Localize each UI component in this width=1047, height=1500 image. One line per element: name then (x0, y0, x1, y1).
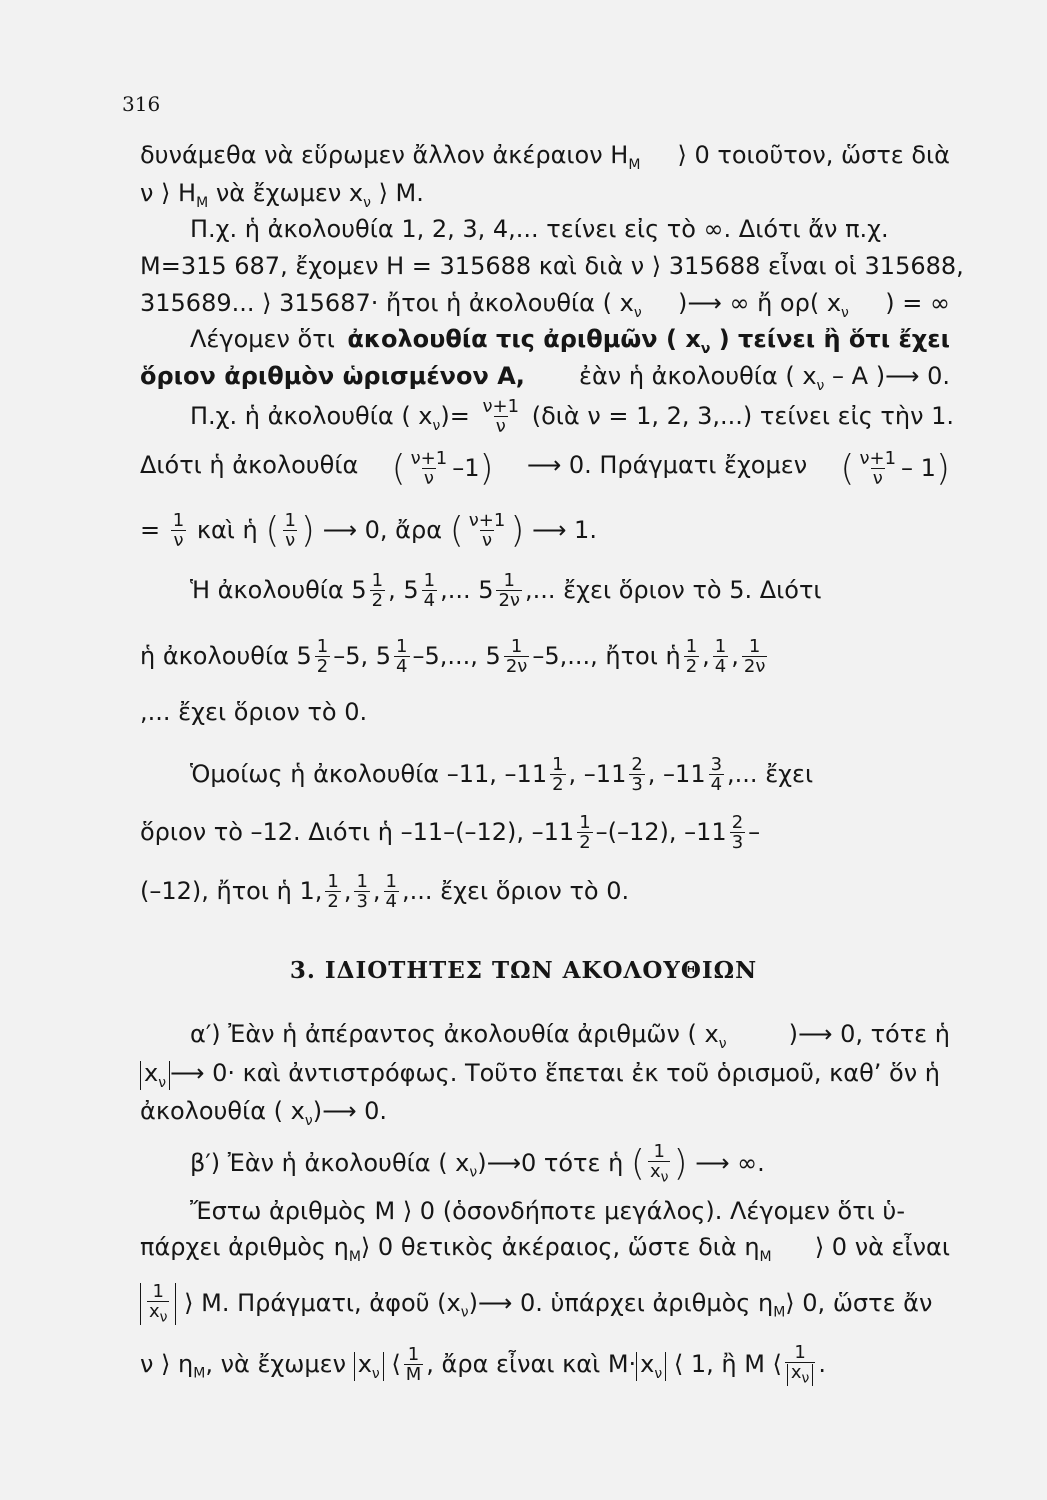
fraction: $\frac{\nu+1}{\nu}$ (468, 510, 506, 551)
absolute-value (140, 1283, 176, 1325)
definition-line: ὅριον ἀριθμὸν ὡρισμένον Α, ἐὰν ἡ ἀκολουθία ( $x_\nu$ – Α )⟶ 0. (140, 362, 950, 394)
text-line: ἡ ἀκολουθία 5 $\frac{1}{2}$ –5, 5 $\frac{1}{4}$ –5,..., 5 $\frac{1}{2\nu}$ –5,..., ἤτοι ἡ $\frac{1}{2}$ , $\frac{1}{4}$ , $\frac{1}{2\nu}$ (140, 636, 766, 677)
text-line: Διότι ἡ ἀκολουθία ( $\frac{\nu+1}{\nu}$ –1) ⟶ 0. Πράγματι ἔχομεν ( $\frac{\nu+1}{\nu}$ – 1) (140, 448, 950, 489)
fraction: $\frac{3}{4}$ (710, 754, 723, 795)
fraction: $\frac{2}{3}$ (731, 812, 744, 853)
fraction: $\frac{2}{3}$ (631, 754, 643, 795)
fraction: $\frac{\nu+1}{\nu}$ (410, 448, 448, 489)
fraction: $\frac{1}{2}$ (579, 812, 591, 853)
text-line (140, 140, 950, 180)
fraction: $\frac{1}{4}$ (423, 570, 436, 611)
fraction: $\frac{1}{x_\nu}$ (649, 1141, 669, 1186)
fraction: $\frac{1}{2\nu}$ (498, 570, 520, 611)
fraction: $\frac{1}{3}$ (356, 871, 368, 912)
text-line: Μ=315 687, ἔχομεν Η = 315688 καὶ διὰ ν ⟩ 315688 εἶναι οἱ 315688, (140, 252, 964, 280)
fraction: $\frac{1}{M}$ (405, 1343, 422, 1385)
fraction: $\frac{1}{2\nu}$ (743, 636, 766, 677)
text-line: ν ⟩ $H_M$ νὰ ἔχωμεν $x_\nu$ ⟩ Μ. (140, 179, 424, 211)
absolute-value: $x_\nu$ (354, 1352, 384, 1381)
fraction: $\frac{\nu+1}{\nu}$ (482, 396, 520, 437)
text-line: $\frac{1}{x_\nu}$ ⟩ Μ. Πράγματι, ἀφοῦ $(x_\nu)⟶$ 0. ὑπάρχει ἀριθμὸς $\eta_M⟩$ 0, ὥστε ἄν (140, 1283, 950, 1328)
text-line: Ὁμοίως ἡ ἀκολουθία –11, –11 $\frac{1}{2}$ , –11 $\frac{2}{3}$ , –11 $\frac{3}{4}$ ,... ἔχει (190, 754, 814, 795)
fraction: $\frac{1}{2}$ (316, 636, 329, 677)
absolute-value: $x_\nu$ (636, 1352, 666, 1381)
text-line: α′) Ἐὰν ἡ ἀπέραντος ἀκολουθία ἀριθμῶν ( $x_\nu$ )⟶ 0, τότε ἡ (190, 1020, 950, 1052)
fraction: $\frac{1}{\nu}$ (284, 510, 296, 551)
absolute-value: $x_\nu$ (140, 1061, 170, 1090)
fraction: $\frac{1}{2}$ (552, 754, 564, 795)
fraction: $\frac{1}{4}$ (396, 636, 408, 677)
text-line: 315689... ⟩ 315687· ἤτοι ἡ ἀκολουθία ( $x_\nu$ )⟶ ∞ ἤ ορ( $x_\nu$ ) = ∞ (140, 289, 950, 321)
text-line: (–12), ἤτοι ἡ 1, $\frac{1}{2}$ , $\frac{1}{3}$ , $\frac{1}{4}$ ,... ἔχει ὅριον τὸ 0. (140, 871, 630, 912)
text-line: ὅριον τὸ –12. Διότι ἡ –11–(–12), –11 $\frac{1}{2}$ –(–12), –11 $\frac{2}{3}$ – (140, 812, 761, 853)
text-line: Π.χ. ἡ ἀκολουθία 1, 2, 3, 4,... τείνει εἰς τὸ ∞. Διότι ἄν π.χ. (190, 215, 889, 243)
text-line: ,... ἔχει ὅριον τὸ 0. (140, 698, 368, 726)
fraction: $\frac{1}{4}$ (714, 636, 727, 677)
fraction: $\frac{1}{2}$ (371, 570, 384, 611)
text-line: $x_\nu$ ⟶ 0· καὶ ἀντιστρόφως. Τοῦτο ἕπεται ἐκ τοῦ ὁρισμοῦ, καθ’ ὅν ἡ (140, 1058, 950, 1090)
text-line: Ἡ ἀκολουθία 5 $\frac{1}{2}$ , 5 $\frac{1}{4}$ ,... 5 $\frac{1}{2\nu}$ ,... ἔχει ὅριον τὸ 5. Διότι (190, 570, 822, 611)
fraction: $\frac{1}{4}$ (385, 871, 397, 912)
text-line: πάρχει ἀριθμὸς $\eta_M⟩$ 0 θετικὸς ἀκέραιος, ὥστε διὰ $\eta_M$ ⟩ 0 νὰ εἶναι (140, 1233, 950, 1265)
text-line: Π.χ. ἡ ἀκολουθία ( $x_\nu)=$ $\frac{\nu+1}{\nu}$ (διὰ ν = 1, 2, 3,...) τείνει εἰς τὴν 1. (190, 396, 954, 437)
fraction: $\frac{1}{\nu}$ (172, 510, 185, 551)
fraction: $\frac{1}{2}$ (327, 871, 339, 912)
fraction: $\frac{1}{x_\nu}$ (149, 1281, 168, 1326)
text-line: ἀκολουθία ( $x_\nu)⟶$ 0. (140, 1097, 387, 1129)
text-segment: ⟩ 0 τοιοῦτον, ὥστε διὰ (677, 141, 950, 169)
text-line: β′) Ἐὰν ἡ ἀκολουθία ( $x_\nu)⟶0$ τότε ἡ ( $\frac{1}{x_\nu}$ ) ⟶ ∞. (190, 1141, 765, 1186)
page-number: 316 (122, 92, 161, 116)
fraction: $\frac{\nu+1}{\nu}$ (859, 448, 897, 489)
text-segment: δυνάμεθα νὰ εὕρωμεν ἄλλον ἀκέραιον $H_M$ (140, 141, 641, 173)
fraction: $\frac{1}{x_\nu}$ (785, 1344, 815, 1386)
text-line: ν ⟩ $\eta_M$, νὰ ἔχωμεν $x_\nu$ ⟨ $\frac{1}{M}$ , ἄρα εἶναι καὶ $M\cdot x_\nu$ ⟨ 1, ἢ Μ ⟨ $\frac{1}{x_\nu}$ . (140, 1342, 827, 1387)
text-line: = $\frac{1}{\nu}$ καὶ ἡ ( $\frac{1}{\nu}$ ) ⟶ 0, ἄρα ( $\frac{\nu+1}{\nu}$ ) ⟶ 1. (140, 510, 597, 551)
definition-line: Λέγομεν ὅτι ἀκολουθία τις ἀριθμῶν ( $x_\nu$ ) τείνει ἢ ὅτι ἔχει (190, 325, 950, 357)
fraction: $\frac{1}{2\nu}$ (505, 636, 528, 677)
text-line: Ἔστω ἀριθμὸς Μ ⟩ 0 (ὁσονδήποτε μεγάλος). Λέγομεν ὅτι ὑ- (190, 1197, 905, 1225)
section-heading: 3. ΙΔΙΟΤΗΤΕΣ ΤΩΝ ΑΚΟΛΟΥΘΙΩΝ (289, 957, 758, 984)
fraction: $\frac{1}{2}$ (685, 636, 698, 677)
